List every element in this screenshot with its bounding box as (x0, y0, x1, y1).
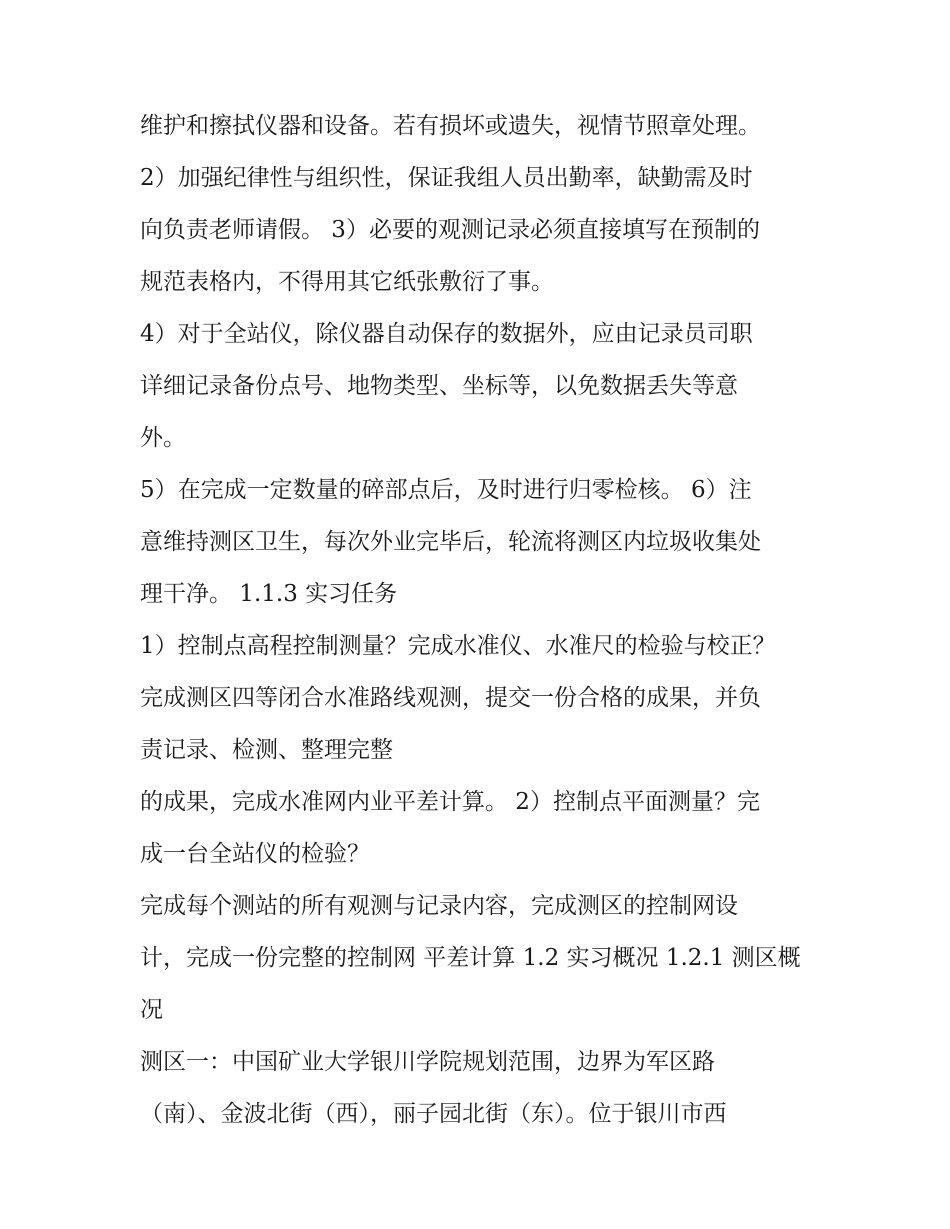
text-line: 完成测区四等闭合水准路线观测，提交一份合格的成果，并负 (140, 685, 761, 711)
text-line: 况 (140, 997, 163, 1023)
text-line: 责记录、检测、整理完整 (140, 737, 393, 763)
text-line: 1）控制点高程控制测量？完成水准仪、水准尺的检验与校正？ (140, 633, 776, 659)
text-line: 完成每个测站的所有观测与记录内容，完成测区的控制网设 (140, 893, 738, 919)
text-line: 外。 (140, 425, 186, 451)
text-line: 维护和擦拭仪器和设备。若有损坏或遗失，视情节照章处理。 (140, 113, 761, 139)
text-line: 意维持测区卫生，每次外业完毕后，轮流将测区内垃圾收集处 (140, 529, 761, 555)
text-line: 规范表格内，不得用其它纸张敷衍了事。 (140, 269, 554, 295)
text-line: 4）对于全站仪，除仪器自动保存的数据外，应由记录员司职 (140, 321, 753, 347)
text-line: 详细记录备份点号、地物类型、坐标等，以免数据丢失等意 (140, 373, 738, 399)
body-text (140, 100, 840, 1140)
section-heading-line: 理干净。 1.1.3 实习任务 (140, 581, 398, 607)
text-line: 的成果，完成水准网内业平差计算。 2）控制点平面测量？完 (140, 789, 760, 815)
text-line: 2）加强纪律性与组织性，保证我组人员出勤率，缺勤需及时 (140, 165, 753, 191)
text-line: 向负责老师请假。 3）必要的观测记录必须直接填写在预制的 (140, 217, 760, 243)
text-line: 测区一：中国矿业大学银川学院规划范围，边界为军区路 (140, 1049, 715, 1075)
text-line: （南）、金波北街（西），丽子园北街（东）。位于银川市西 (140, 1101, 727, 1127)
text-line: 计，完成一份完整的控制网 平差计算 1.2 实习概况 1.2.1 测区概 (140, 945, 801, 971)
text-line: 成一台全站仪的检验？ (140, 841, 370, 867)
text-line: 5）在完成一定数量的碎部点后，及时进行归零检核。 6）注 (140, 477, 752, 503)
